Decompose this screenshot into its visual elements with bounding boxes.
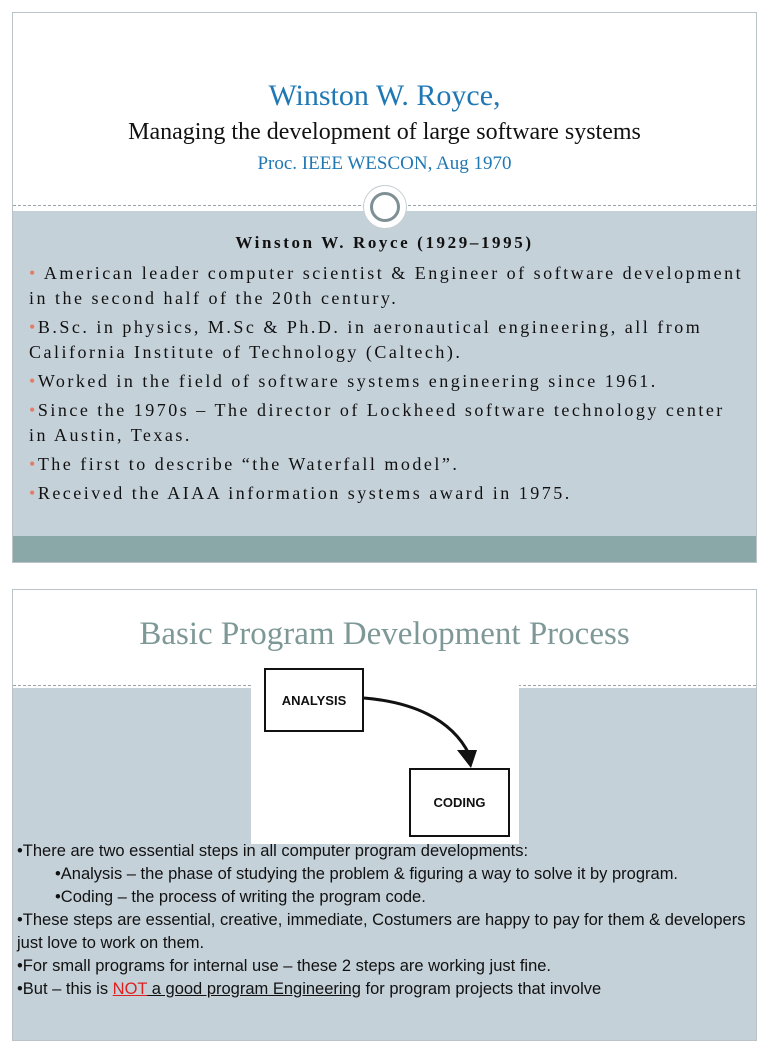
bio-item: •B.Sc. in physics, M.Sc & Ph.D. in aeronautical engineering, all from California Institute of Technology (Caltech). xyxy=(29,317,703,362)
bio-panel xyxy=(13,211,756,536)
analysis-step-box: ANALYSIS xyxy=(264,668,364,732)
bullet-icon: • xyxy=(29,371,38,391)
bullet-icon: • xyxy=(29,483,38,503)
slide-royce-bio xyxy=(12,12,757,563)
bio-list xyxy=(29,261,749,510)
paper-reference: Proc. IEEE WESCON, Aug 1970 xyxy=(257,153,512,174)
bio-item: •Worked in the field of software systems engineering since 1961. xyxy=(29,371,658,391)
paragraph: •These steps are essential, creative, immediate, Costumers are happy to pay for them & developers just love to work on them. xyxy=(17,911,746,952)
bio-item: •Since the 1970s – The director of Lockheed software technology center in Austin, Texas. xyxy=(29,400,725,445)
body-text xyxy=(17,840,752,1001)
process-diagram xyxy=(251,658,519,844)
bullet-icon: • xyxy=(29,317,38,337)
bio-heading: Winston W. Royce (1929–1995) xyxy=(235,233,534,252)
bullet-icon: • xyxy=(29,263,38,283)
circle-ornament-icon xyxy=(363,185,407,229)
coding-step-box: CODING xyxy=(409,768,510,837)
bullet-icon: • xyxy=(29,454,38,474)
bio-item: •Received the AIAA information systems award in 1975. xyxy=(29,483,572,503)
bio-item: •The first to describe “the Waterfall model”. xyxy=(29,454,460,474)
slide-title: Winston W. Royce, xyxy=(268,79,501,112)
bio-item: • American leader computer scientist & Engineer of software development in the second half of the 20th century. xyxy=(29,263,744,308)
paragraph: •For small programs for internal use – these 2 steps are working just fine. xyxy=(17,957,552,975)
paragraph: •But – this is NOT a good program Engineering for program projects that involve xyxy=(17,980,602,998)
paragraph: •There are two essential steps in all computer program developments: xyxy=(17,842,529,860)
slide-basic-process xyxy=(12,589,757,1041)
paragraph: •Coding – the process of writing the program code. xyxy=(55,888,426,906)
footer-bar xyxy=(13,536,756,562)
paragraph: •Analysis – the phase of studying the problem & figuring a way to solve it by program. xyxy=(55,865,679,883)
slide-title: Basic Program Development Process xyxy=(139,616,630,652)
paper-title: Managing the development of large software systems xyxy=(128,119,641,145)
bullet-icon: • xyxy=(29,400,38,420)
not-emphasis: NOT xyxy=(112,980,148,998)
